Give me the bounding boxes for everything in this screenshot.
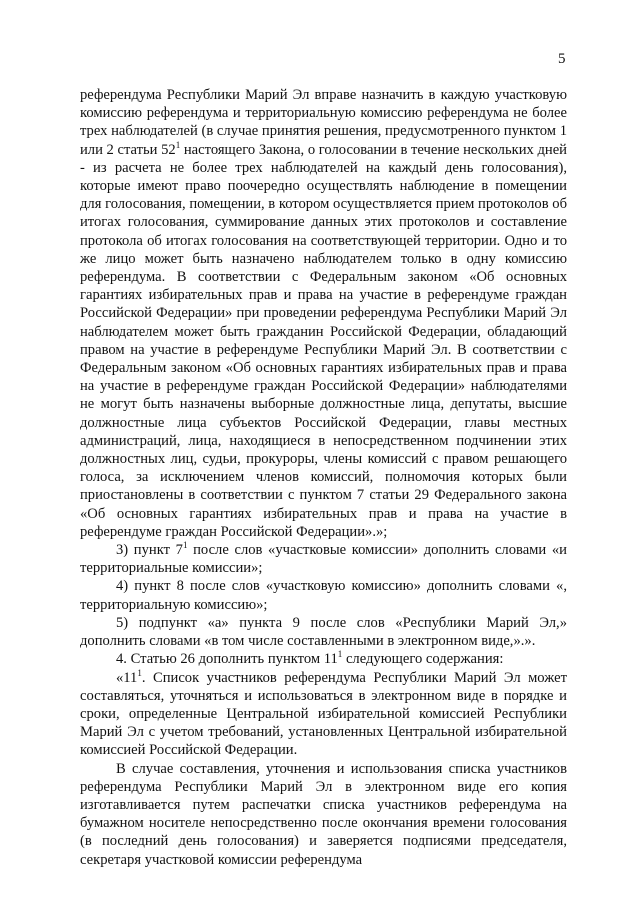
paragraph-4: 5) подпункт «а» пункта 9 после слов «Республики Марий Эл,» дополнить словами «в том числе составленными в электронном виде,».». xyxy=(80,614,567,650)
paragraph-6: «$11^1$. Список участников референдума Республики Марий Эл может составляться, уточняться и использоваться в электронном виде в порядке и сроки, определенные Центральной избирательной комиссией Республики Марий Эл с учетом требований, установленных Центральной избирательной комиссией Российской Федерации. xyxy=(80,667,567,759)
paragraph-3: 4) пункт 8 после слов «участковую комиссию» дополнить словами «, территориальную комиссию»; xyxy=(80,578,567,613)
paragraph-1: референдума Республики Марий Эл вправе назначить в каждую участковую комиссию референдума и территориальную комиссию референдума не более трех наблюдателей (в случае принятия решения, предусмотренного пунктом 1 или 2 статьи $52^1$ настоящего Закона, о голосовании в течение нескольких дней - из расчета не более трех наблюдателей на каждый день голосования), которые имеют право поочередно осуществлять наблюдение в помещении для голосования, помещении, в котором осуществляется прием протоколов об итогах голосования, суммирование данных этих протоколов и составление протокола об итогах голосования на соответствующей территории. Одно и то же лицо может быть назначено наблюдателем только в одну комиссию референдума. В соответствии с Федеральным законом «Об основных гарантиях избирательных прав и права на участие в референдуме граждан Российской Федерации» при проведении референдума Республики Марий Эл наблюдателем может быть гражданин Российской Федерации, обладающий правом на участие в референдуме Республики Марий Эл. В соответствии с Федеральным законом «Об основных гарантиях избирательных прав и права на участие в референдуме граждан Российской Федерации» наблюдателями не могут быть назначены выборные должностные лица, депутаты, высшие должностные лица субъектов Российской Федерации, главы местных администраций, лица, находящиеся в непосредственном подчинении этих должностных лиц, судьи, прокуроры, члены комиссий с правом решающего голоса, за исключением членов комиссий, полномочия которых были приостановлены в соответствии с пунктом 7 статьи 29 Федерального закона «Об основных гарантиях избирательных прав и права на участие в референдуме граждан Российской Федерации».»; xyxy=(80,87,567,540)
paragraph-7: В случае составления, уточнения и использования списка участников референдума Республики Марий Эл в электронном виде его копия изготавливается путем распечатки списка участников референдума на бумажном носителе непосредственно после окончания времени голосования (в последний день голосования) и заверяется подписями председателя, секретаря участковой комиссии референдума xyxy=(80,760,567,868)
paragraph-5: 4. Статью 26 дополнить пунктом $11^1$ следующего содержания: xyxy=(116,649,504,668)
document-body xyxy=(80,86,567,869)
paragraph-2: 3) пункт $7^1$ после слов «участковые комиссии» дополнить словами «и территориальные комиссии»; xyxy=(80,540,567,577)
page-number: 5 xyxy=(558,51,566,67)
